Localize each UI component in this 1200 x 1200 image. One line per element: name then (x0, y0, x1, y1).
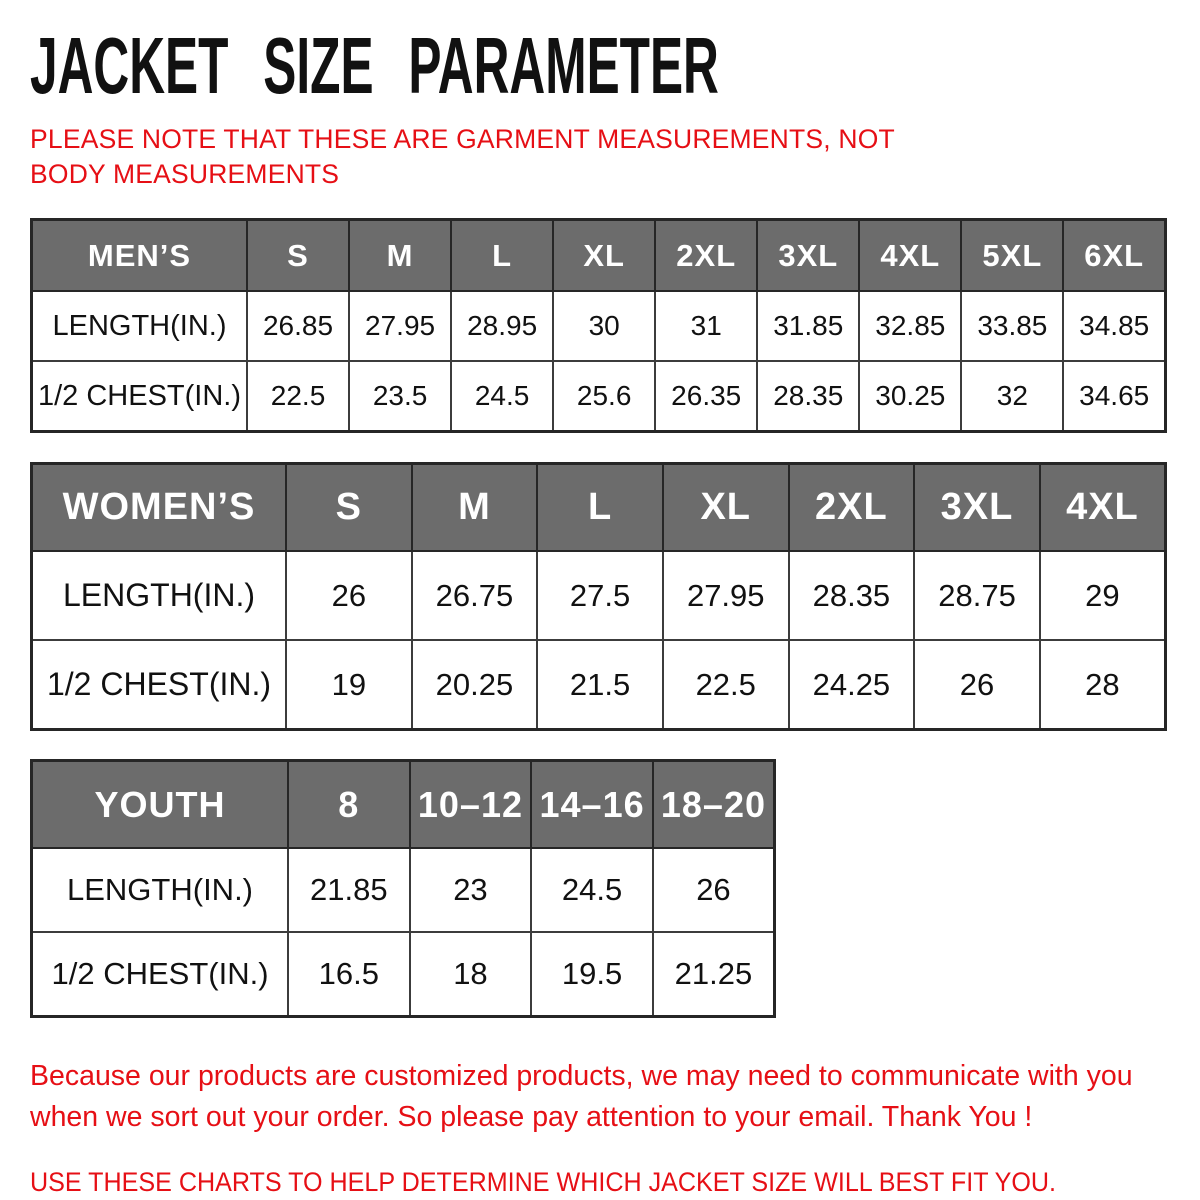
youth-size-table (30, 759, 776, 1018)
table-header-row (32, 463, 1166, 551)
size-value-cell: 30.25 (859, 361, 961, 431)
size-value-cell: 31 (655, 291, 757, 361)
size-value-cell: 32 (961, 361, 1063, 431)
size-value-cell: 28.35 (789, 551, 915, 640)
size-column-header: L (537, 463, 663, 551)
table-row (32, 551, 1166, 640)
size-column-header: 2XL (655, 219, 757, 291)
size-value-cell: 24.5 (531, 848, 653, 932)
size-value-cell: 33.85 (961, 291, 1063, 361)
size-column-header: 3XL (757, 219, 859, 291)
size-value-cell: 27.95 (349, 291, 451, 361)
table-row (32, 361, 1166, 431)
size-column-header: 6XL (1063, 219, 1165, 291)
table-header-row (32, 219, 1166, 291)
size-value-cell: 23.5 (349, 361, 451, 431)
size-value-cell: 26 (286, 551, 412, 640)
table-row (32, 932, 775, 1016)
size-value-cell: 25.6 (553, 361, 655, 431)
garment-measurement-note: PLEASE NOTE THAT THESE ARE GARMENT MEASUREMENTS, NOT BODY MEASUREMENTS (30, 124, 895, 189)
size-value-cell: 28.35 (757, 361, 859, 431)
page-title: JACKET SIZE PARAMETER (30, 21, 719, 110)
size-value-cell: 34.65 (1063, 361, 1165, 431)
row-label: LENGTH(IN.) (32, 551, 287, 640)
size-value-cell: 26 (653, 848, 775, 932)
size-column-header: 10–12 (410, 760, 532, 848)
size-value-cell: 31.85 (757, 291, 859, 361)
size-column-header: M (349, 219, 451, 291)
size-value-cell: 16.5 (288, 932, 410, 1016)
size-value-cell: 21.25 (653, 932, 775, 1016)
size-value-cell: 24.5 (451, 361, 553, 431)
size-value-cell: 19 (286, 640, 412, 729)
table-row (32, 848, 775, 932)
size-value-cell: 22.5 (663, 640, 789, 729)
size-value-cell: 30 (553, 291, 655, 361)
size-value-cell: 28.95 (451, 291, 553, 361)
size-value-cell: 28.75 (914, 551, 1040, 640)
size-value-cell: 22.5 (247, 361, 349, 431)
size-value-cell: 26.75 (412, 551, 538, 640)
size-column-header: 18–20 (653, 760, 775, 848)
size-value-cell: 26.35 (655, 361, 757, 431)
size-value-cell: 27.95 (663, 551, 789, 640)
size-column-header: 4XL (859, 219, 961, 291)
size-column-header: S (286, 463, 412, 551)
size-value-cell: 26.85 (247, 291, 349, 361)
size-column-header: 2XL (789, 463, 915, 551)
size-value-cell: 21.85 (288, 848, 410, 932)
size-column-header: 14–16 (531, 760, 653, 848)
size-column-header: XL (553, 219, 655, 291)
size-value-cell: 28 (1040, 640, 1166, 729)
customization-notice: Because our products are customized products, we may need to communicate with you when we sort out your order. So please pay attention to your email. Thank You ! (30, 1059, 1133, 1134)
size-value-cell: 27.5 (537, 551, 663, 640)
size-column-header: L (451, 219, 553, 291)
womens-table-title: WOMEN’S (32, 463, 287, 551)
chart-usage-instruction: USE THESE CHARTS TO HELP DETERMINE WHICH JACKET SIZE WILL BEST FIT YOU. (30, 1166, 1057, 1197)
size-value-cell: 18 (410, 932, 532, 1016)
table-row (32, 291, 1166, 361)
row-label: 1/2 CHEST(IN.) (32, 640, 287, 729)
row-label: LENGTH(IN.) (32, 848, 289, 932)
row-label: 1/2 CHEST(IN.) (32, 932, 289, 1016)
table-header-row (32, 760, 775, 848)
row-label: 1/2 CHEST(IN.) (32, 361, 248, 431)
size-column-header: 4XL (1040, 463, 1166, 551)
size-column-header: S (247, 219, 349, 291)
row-label: LENGTH(IN.) (32, 291, 248, 361)
size-column-header: 8 (288, 760, 410, 848)
size-value-cell: 23 (410, 848, 532, 932)
table-row (32, 640, 1166, 729)
size-value-cell: 21.5 (537, 640, 663, 729)
size-value-cell: 24.25 (789, 640, 915, 729)
size-column-header: XL (663, 463, 789, 551)
size-column-header: 5XL (961, 219, 1063, 291)
size-value-cell: 19.5 (531, 932, 653, 1016)
size-value-cell: 20.25 (412, 640, 538, 729)
mens-table-title: MEN’S (32, 219, 248, 291)
size-value-cell: 34.85 (1063, 291, 1165, 361)
size-value-cell: 26 (914, 640, 1040, 729)
mens-size-table (30, 218, 1167, 433)
size-value-cell: 32.85 (859, 291, 961, 361)
size-column-header: 3XL (914, 463, 1040, 551)
womens-size-table (30, 462, 1167, 731)
size-value-cell: 29 (1040, 551, 1166, 640)
youth-table-title: YOUTH (32, 760, 289, 848)
size-column-header: M (412, 463, 538, 551)
